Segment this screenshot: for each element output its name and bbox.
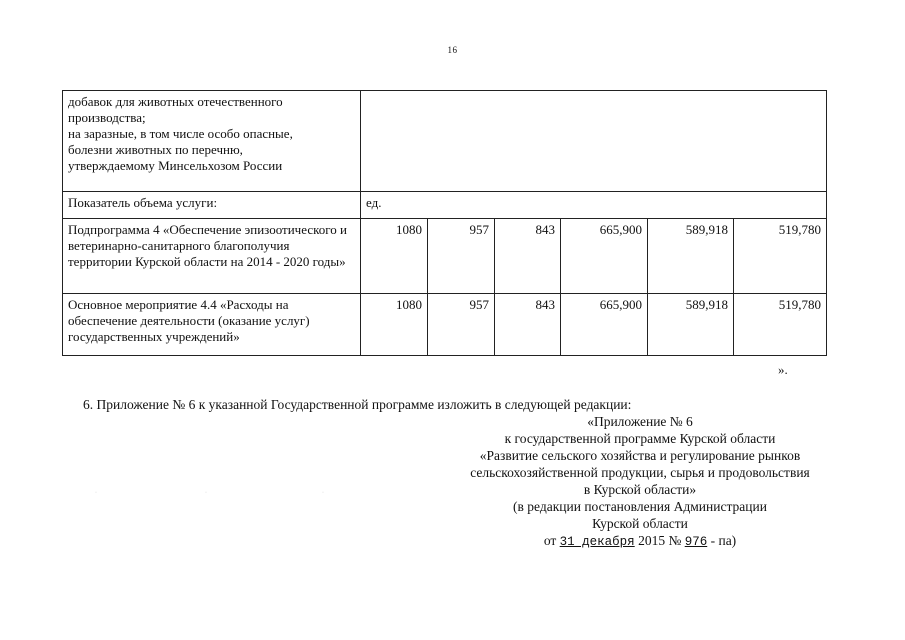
scan-speck: · bbox=[95, 490, 97, 496]
appendix-header bbox=[440, 413, 840, 551]
date-suffix: - па) bbox=[710, 533, 737, 548]
table-row-continuation bbox=[63, 91, 827, 192]
paragraph-6: 6. Приложение № 6 к указанной Государственной программе изложить в следующей редакции: bbox=[83, 397, 632, 412]
value-cell: 843 bbox=[495, 219, 561, 294]
appendix-line: к государственной программе Курской области bbox=[504, 431, 776, 446]
value-cell: 519,780 bbox=[734, 219, 827, 294]
value-cell: 1080 bbox=[361, 294, 428, 356]
date-prefix: от bbox=[543, 533, 557, 548]
continuation-line: утверждаемому Минсельхозом России bbox=[68, 158, 283, 173]
value-cell: 665,900 bbox=[561, 219, 648, 294]
empty-merged-cell bbox=[361, 91, 827, 192]
value-cell: 843 bbox=[495, 294, 561, 356]
continuation-line: производства; bbox=[68, 110, 146, 125]
appendix-line: (в редакции постановления Администрации bbox=[513, 499, 767, 514]
continuation-line: на заразные, в том числе особо опасные, bbox=[68, 126, 293, 141]
indicator-unit: ед. bbox=[361, 192, 827, 219]
indicator-label: Показатель объема услуги: bbox=[63, 192, 361, 219]
appendix-line: сельскохозяйственной продукции, сырья и продовольствия bbox=[470, 465, 810, 480]
appendix-line: в Курской области» bbox=[583, 482, 697, 497]
value-cell: 665,900 bbox=[561, 294, 648, 356]
date-year: 2015 № bbox=[638, 533, 682, 548]
table-row-indicator bbox=[63, 192, 827, 219]
scan-speck: · bbox=[205, 490, 207, 496]
row-label: Подпрограмма 4 «Обеспечение эпизоотического и ветеринарно-санитарного благополучия территории Курской области на 2014 - 2020 годы» bbox=[63, 219, 361, 294]
continuation-cell bbox=[63, 91, 361, 192]
handwritten-date: 31 декабря bbox=[559, 535, 635, 549]
row-label: Основное мероприятие 4.4 «Расходы на обеспечение деятельности (оказание услуг) государственных учреждений» bbox=[63, 294, 361, 356]
value-cell: 589,918 bbox=[648, 294, 734, 356]
appendix-date-line bbox=[440, 532, 840, 551]
page-number: 16 bbox=[447, 45, 458, 55]
appendix-line: Курской области bbox=[592, 516, 688, 531]
appendix-line: «Приложение № 6 bbox=[587, 414, 693, 429]
value-cell: 519,780 bbox=[734, 294, 827, 356]
continuation-line: добавок для животных отечественного bbox=[68, 94, 283, 109]
appendix-line: «Развитие сельского хозяйства и регулирование рынков bbox=[479, 448, 801, 463]
table-row bbox=[63, 294, 827, 356]
value-cell: 957 bbox=[428, 219, 495, 294]
value-cell: 589,918 bbox=[648, 219, 734, 294]
value-cell: 957 bbox=[428, 294, 495, 356]
value-cell: 1080 bbox=[361, 219, 428, 294]
scan-speck: · bbox=[322, 490, 324, 496]
continuation-line: болезни животных по перечню, bbox=[68, 142, 243, 157]
handwritten-doc-number: 976 bbox=[684, 535, 708, 549]
table-row bbox=[63, 219, 827, 294]
table-closing-quote: ». bbox=[778, 362, 788, 377]
indicators-table bbox=[62, 90, 827, 356]
